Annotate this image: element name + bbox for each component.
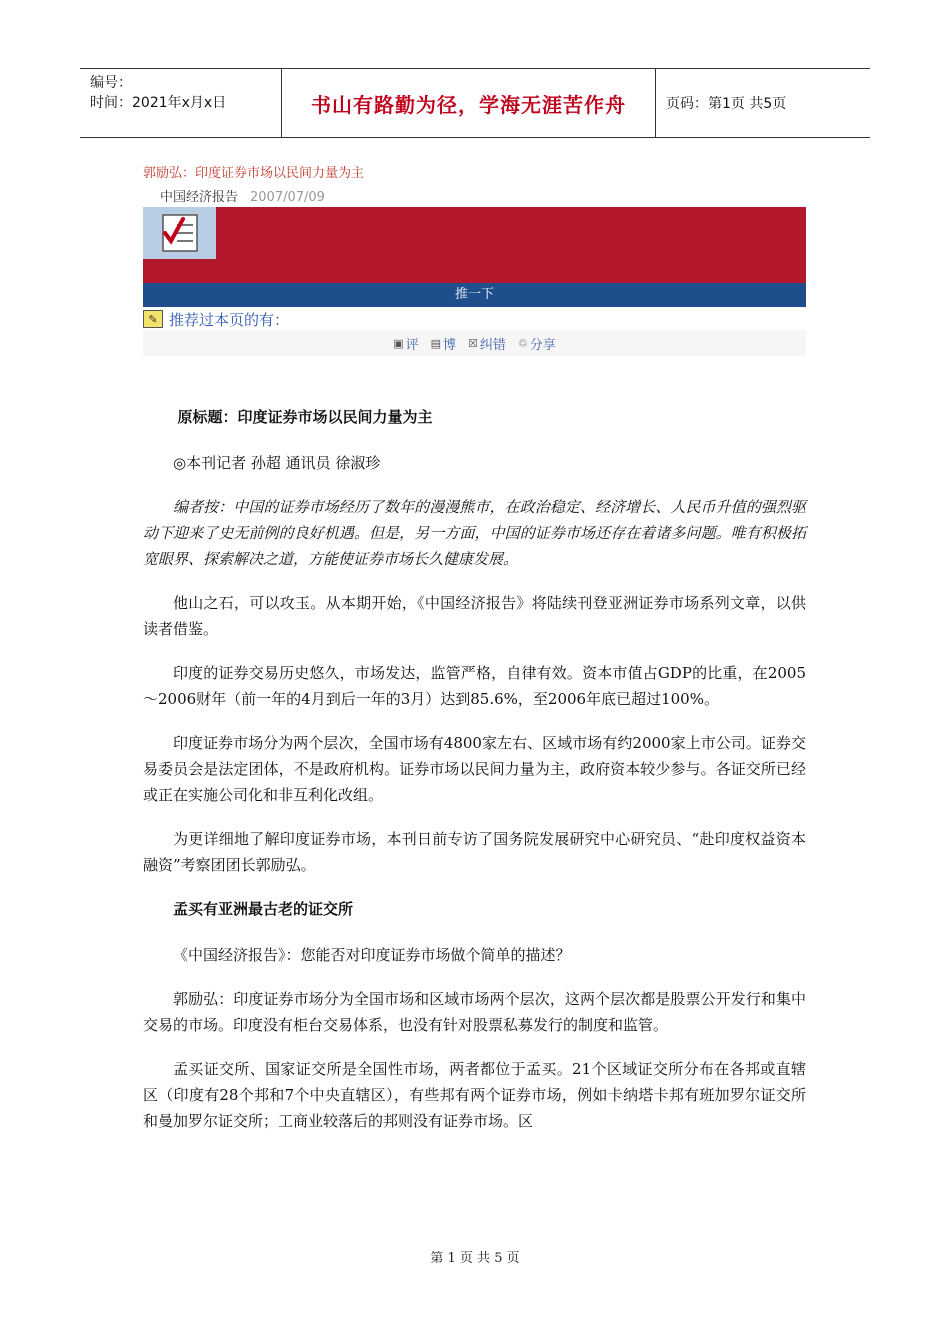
blog-link[interactable]: ▤ 博 [430, 336, 457, 353]
comment-link[interactable]: ▣ 评 [393, 336, 419, 353]
byline: ◎本刊记者 孙超 通讯员 徐淑珍 [173, 454, 381, 472]
article-source-line [160, 186, 325, 205]
header-table [80, 68, 870, 138]
article-source: 中国经济报告 [160, 190, 239, 205]
paragraph: 孟买证交所、国家证交所是全国性市场，两者都位于孟买。21个区域证交所分布在各邦或直辖区（印度有28个邦和7个中央直辖区），有些邦有两个证券市场，例如卡纳塔卡邦有班加罗尔证交所和曼加罗尔证交所；工商业较落后的邦则没有证券市场。区 [143, 1060, 806, 1130]
correction-icon: ☒ [468, 336, 478, 350]
hand-icon: ✎ [143, 310, 163, 328]
recommend-label: 推荐过本页的有： [169, 310, 290, 329]
article-date: 2007/07/09 [250, 190, 325, 205]
article-body [143, 404, 806, 1152]
push-button[interactable]: 推一下 [143, 283, 806, 307]
header-page-info: 页码：第1页 共5页 [666, 96, 787, 112]
checklist-icon[interactable] [143, 207, 216, 259]
page-footer: 第 1 页 共 5 页 [430, 1251, 520, 1266]
editor-note: 编者按：中国的证券市场经历了数年的漫漫熊市，在政治稳定、经济增长、人民币升值的强烈驱动下迎来了史无前例的良好机遇。但是，另一方面，中国的证券市场还存在着诸多问题。唯有积极拓宽眼界、探索解决之道，方能使证券市场长久健康发展。 [143, 498, 806, 568]
paragraph: 郭励弘：印度证券市场分为全国市场和区域市场两个层次，这两个层次都是股票公开发行和集中交易的市场。印度没有柜台交易体系，也没有针对股票私募发行的制度和监管。 [143, 990, 806, 1034]
paragraph: 为更详细地了解印度证券市场，本刊日前专访了国务院发展研究中心研究员、“赴印度权益资本融资”考察团团长郭励弘。 [143, 830, 806, 874]
share-link[interactable]: ♲ 分享 [517, 336, 556, 353]
header-motto: 书山有路勤为径，学海无涯苦作舟 [282, 69, 656, 137]
question: 《中国经济报告》：您能否对印度证券市场做个简单的描述？ [173, 946, 571, 964]
paragraph: 印度证券市场分为两个层次，全国市场有4800家左右、区域市场有约2000家上市公司。证券交易委员会是法定团体，不是政府机构。证券市场以民间力量为主，政府资本较少参与。各证交所已经或正在实施公司化和非互利化改组。 [143, 734, 806, 804]
original-title: 原标题：印度证券市场以民间力量为主 [177, 408, 433, 426]
paragraph: 印度的证券交易历史悠久，市场发达，监管严格，自律有效。资本市值占GDP的比重，在2005～2006财年（前一年的4月到后一年的3月）达到85.6%，至2006年底已超过100%。 [143, 664, 806, 708]
code-label: 编号： [90, 75, 132, 91]
action-bar [143, 330, 806, 356]
red-banner [143, 207, 806, 283]
paragraph: 他山之石，可以攻玉。从本期开始，《中国经济报告》将陆续刊登亚洲证券市场系列文章，以供读者借鉴。 [143, 594, 806, 638]
recommend-row [143, 308, 806, 330]
comment-icon: ▣ [393, 336, 404, 350]
article-red-title[interactable]: 郭励弘：印度证券市场以民间力量为主 [143, 166, 365, 181]
header-meta [80, 69, 282, 137]
blog-icon: ▤ [430, 336, 442, 350]
section-heading: 孟买有亚洲最古老的证交所 [173, 900, 354, 918]
time-label: 时间：2021年x月x日 [90, 95, 227, 111]
correction-link[interactable]: ☒ 纠错 [468, 336, 506, 353]
share-icon: ♲ [517, 336, 528, 350]
